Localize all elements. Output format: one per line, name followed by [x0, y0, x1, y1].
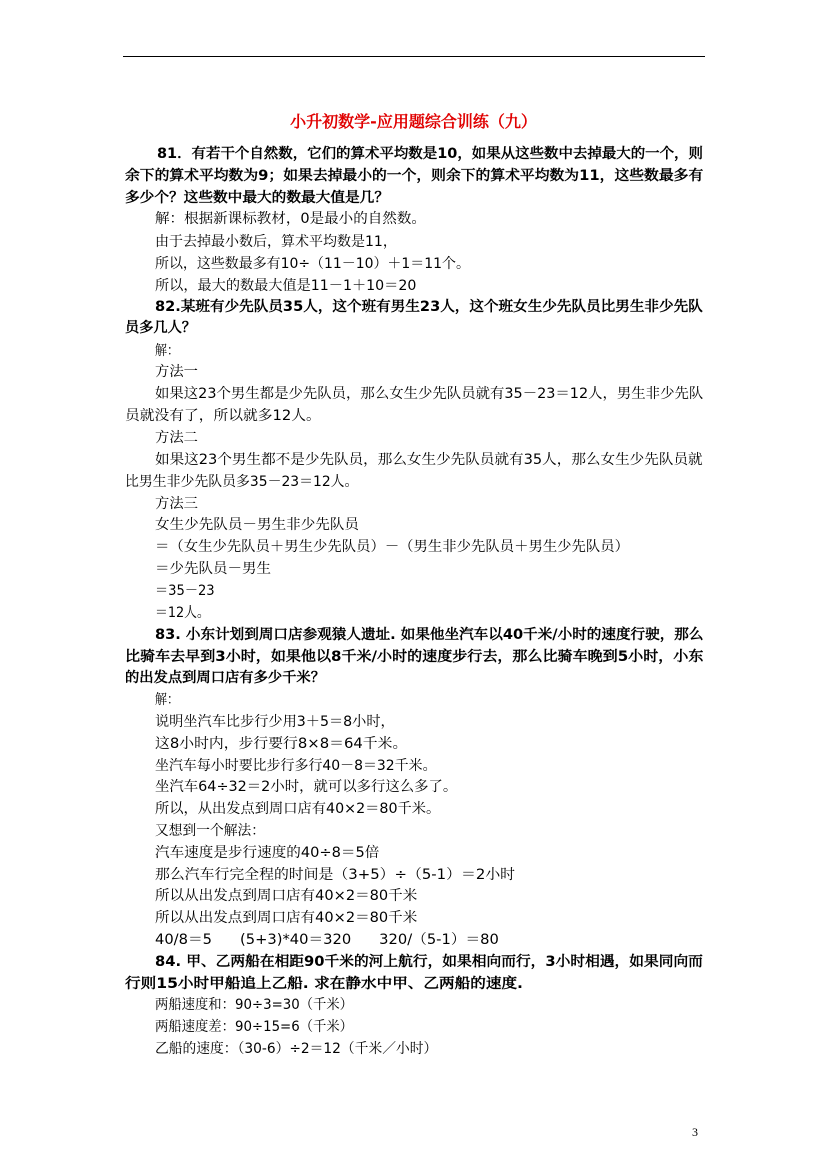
solution-line: ＝少先队员－男生 [155, 561, 271, 577]
solution-line: 方法二 [155, 430, 198, 446]
header-rule [123, 56, 705, 57]
solution-line: 汽车速度是步行速度的40÷8＝5倍 [155, 845, 380, 861]
solution-line: 如果这23个男生都不是少先队员，那么女生少先队员就有35人，那么女生少先队员就 [155, 452, 703, 468]
solution-line: 女生少先队员－男生非少先队员 [155, 517, 359, 533]
solution-line: 方法一 [155, 364, 198, 380]
question-line: 81．有若干个自然数，它们的算术平均数是10，如果从这些数中去掉最大的一个，则 [157, 146, 703, 162]
question-line: 多少个？这些数中最大的数最大值是几？ [125, 190, 389, 206]
solution-line: 坐汽车64÷32＝2小时，就可以多行这么多了。 [155, 779, 458, 795]
solution-line: 所以从出发点到周口店有40×2＝80千米 [155, 888, 418, 904]
solution-line: 所以从出发点到周口店有40×2＝80千米 [155, 910, 418, 926]
solution-line: 那么汽车行完全程的时间是（3+5）÷（5-1）＝2小时 [155, 867, 516, 883]
solution-line: ＝12人。 [155, 605, 210, 621]
solution-line: 说明坐汽车比步行少用3＋5＝8小时， [155, 714, 395, 730]
solution-line: 解： [155, 692, 179, 708]
solution-line: 所以，最大的数最大值是11－1＋10＝20 [155, 278, 417, 294]
solution-line: 比男生非少先队员多35－23＝12人。 [125, 474, 359, 490]
solution-line: 解：根据新课标教材，0是最小的自然数。 [155, 211, 426, 227]
solution-line: 又想到一个解法： [155, 823, 265, 839]
solution-line: 两船速度和：90÷3=30（千米） [155, 997, 353, 1013]
question-line: 84. 甲、乙两船在相距90千米的河上航行，如果相向而行，3小时相遇，如果同向而 [155, 954, 703, 970]
question-line: 员多几人？ [125, 320, 196, 336]
question-line: 83. 小东计划到周口店参观猿人遗址. 如果他坐汽车以40千米/小时的速度行驶，那么 [155, 627, 704, 643]
question-line: 余下的算术平均数为9；如果去掉最小的一个，则余下的算术平均数为11，这些数最多有 [125, 168, 704, 184]
question-line: 行则15小时甲船追上乙船. 求在静水中甲、乙两船的速度. [125, 976, 523, 992]
solution-line: ＝35－23 [155, 583, 215, 599]
solution-line: 所以，这些数最多有10÷（11－10）＋1＝11个。 [155, 256, 470, 272]
question-line: 比骑车去早到3小时，如果他以8千米/小时的速度步行去，那么比骑车晚到5小时，小东 [125, 649, 704, 665]
page-number: 3 [692, 1125, 698, 1139]
solution-line: 方法三 [155, 496, 198, 512]
question-line: 的出发点到周口店有多少千米？ [125, 670, 325, 686]
solution-line: 如果这23个男生都是少先队员，那么女生少先队员就有35－23＝12人，男生非少先队 [155, 386, 704, 402]
solution-line: 两船速度差：90÷15=6（千米） [155, 1019, 353, 1035]
solution-line: 解： [155, 343, 179, 359]
solution-line: 乙船的速度：（30-6）÷2＝12（千米／小时） [155, 1041, 438, 1057]
solution-line: 坐汽车每小时要比步行多行40－8＝32千米。 [155, 758, 437, 774]
solution-line: ＝（女生少先队员＋男生少先队员）－（男生非少先队员＋男生少先队员） [155, 539, 629, 555]
page-title: 小升初数学-应用题综合训练（九） [290, 112, 537, 131]
solution-line: 由于去掉最小数后，算术平均数是11， [155, 234, 397, 250]
solution-line: 员就没有了，所以就多12人。 [125, 408, 321, 424]
solution-line: 所以，从出发点到周口店有40×2＝80千米。 [155, 801, 441, 817]
solution-line: 这8小时内，步行要行8×8＝64千米。 [155, 736, 408, 752]
question-line: 82.某班有少先队员35人，这个班有男生23人，这个班女生少先队员比男生非少先队 [155, 299, 703, 315]
solution-line: 40/8＝5 (5+3)*40＝320 320/（5-1）＝80 [155, 932, 499, 948]
